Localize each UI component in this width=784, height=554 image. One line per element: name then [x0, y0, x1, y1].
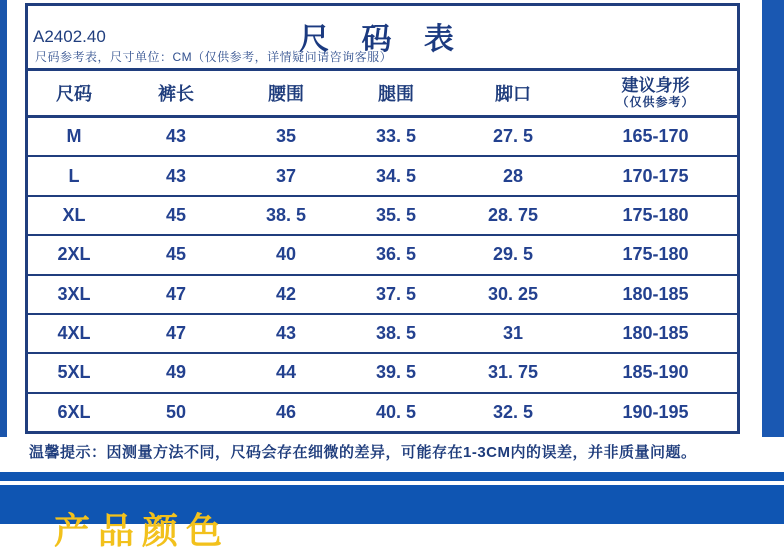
- table-row: [28, 197, 737, 236]
- cell-suggested-height: 180-185: [622, 283, 689, 304]
- cell-suggested-height: 175-180: [622, 244, 689, 265]
- cell-waist: 42: [275, 283, 297, 304]
- cell-size: 6XL: [57, 401, 91, 422]
- table-row: [28, 394, 737, 431]
- cell-thigh: 37. 5: [375, 283, 417, 304]
- cell-leg-opening: 32. 5: [492, 401, 534, 422]
- cell-leg-opening: 30. 25: [487, 283, 539, 304]
- table-row: [28, 276, 737, 315]
- cell-suggested-height: 180-185: [622, 323, 689, 344]
- cell-suggested-height: 170-175: [622, 165, 689, 186]
- page-title: 尺 码 表: [299, 23, 466, 56]
- size-chart-subtitle: 尺码参考表，尺寸单位：CM（仅供参考，详情疑问请咨询客服）: [35, 50, 393, 64]
- size-chart-table: [25, 3, 740, 434]
- header-thigh: 腿围: [378, 84, 414, 104]
- cell-waist: 46: [275, 401, 297, 422]
- cell-leg-opening: 31. 75: [487, 362, 539, 383]
- footer-divider-line: [0, 481, 784, 485]
- cell-pants-length: 45: [165, 244, 187, 265]
- header-leg-opening: 脚口: [495, 84, 531, 104]
- header-waist: 腰围: [268, 84, 304, 104]
- cell-suggested-height: 165-170: [622, 126, 689, 147]
- header-suggested-height-main: 建议身形: [621, 76, 690, 96]
- header-pants-length: 裤长: [158, 84, 194, 104]
- title-section: [28, 6, 737, 71]
- cell-leg-opening: 28: [502, 165, 524, 186]
- header-suggested-height-sub: （仅供参考）: [616, 94, 695, 109]
- header-size: 尺码: [56, 84, 92, 104]
- cell-size: 2XL: [57, 244, 91, 265]
- cell-suggested-height: 190-195: [622, 401, 689, 422]
- cell-thigh: 33. 5: [375, 126, 417, 147]
- table-header-row: [28, 71, 737, 118]
- cell-pants-length: 47: [165, 283, 187, 304]
- cell-pants-length: 43: [165, 126, 187, 147]
- table-row: [28, 354, 737, 393]
- cell-waist: 35: [275, 126, 297, 147]
- table-row: [28, 118, 737, 157]
- cell-leg-opening: 27. 5: [492, 126, 534, 147]
- cell-pants-length: 47: [165, 323, 187, 344]
- cell-thigh: 34. 5: [375, 165, 417, 186]
- cell-thigh: 40. 5: [375, 401, 417, 422]
- cell-thigh: 35. 5: [375, 204, 417, 225]
- cell-thigh: 36. 5: [375, 244, 417, 265]
- cell-pants-length: 43: [165, 165, 187, 186]
- cell-thigh: 39. 5: [375, 362, 417, 383]
- cell-size: XL: [62, 204, 86, 225]
- cell-waist: 40: [275, 244, 297, 265]
- left-accent-stripe: [0, 0, 7, 437]
- cell-thigh: 38. 5: [375, 323, 417, 344]
- cell-size: 4XL: [57, 323, 91, 344]
- cell-pants-length: 45: [165, 204, 187, 225]
- cell-waist: 38. 5: [265, 204, 307, 225]
- cell-size: L: [68, 165, 80, 186]
- cell-suggested-height: 175-180: [622, 204, 689, 225]
- cell-size: 3XL: [57, 283, 91, 304]
- table-row: [28, 236, 737, 275]
- warm-tip-note: 温馨提示：因测量方法不同，尺码会存在细微的差异，可能存在1-3CM内的误差，并非质量问题。: [29, 444, 697, 461]
- footer-section: [0, 472, 784, 551]
- cell-size: 5XL: [57, 362, 91, 383]
- next-section-title: 产品颜色: [54, 510, 231, 551]
- cell-pants-length: 50: [165, 401, 187, 422]
- cell-suggested-height: 185-190: [622, 362, 689, 383]
- cell-waist: 44: [275, 362, 297, 383]
- table-row: [28, 315, 737, 354]
- product-code: A2402.40: [33, 27, 106, 46]
- cell-leg-opening: 28. 75: [487, 204, 539, 225]
- header-suggested-height: [574, 77, 737, 109]
- cell-waist: 43: [275, 323, 297, 344]
- cell-size: M: [66, 126, 82, 147]
- table-row: [28, 157, 737, 196]
- cell-pants-length: 49: [165, 362, 187, 383]
- cell-leg-opening: 29. 5: [492, 244, 534, 265]
- cell-waist: 37: [275, 165, 297, 186]
- cell-leg-opening: 31: [502, 323, 524, 344]
- right-accent-stripe: [762, 0, 784, 437]
